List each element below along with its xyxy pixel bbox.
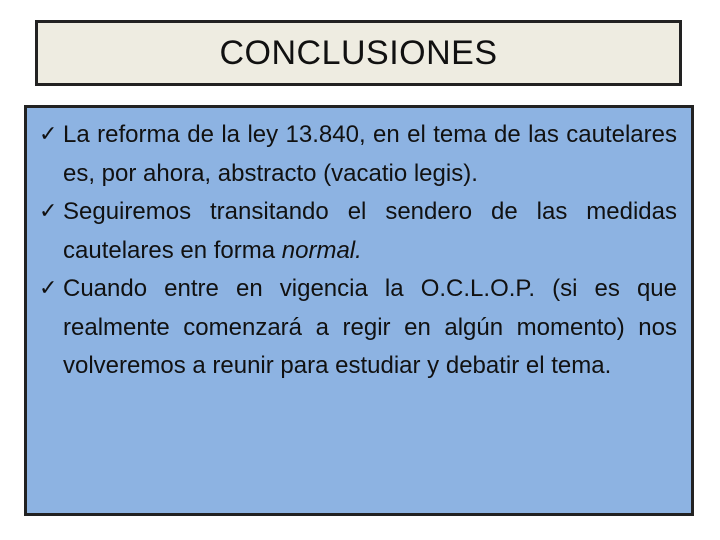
bullet-item-3	[39, 270, 677, 386]
bullet-text-2-italic: normal.	[281, 236, 362, 264]
bullet-text-2-plain: Seguiremos transitando el sendero de las medidas cautelares en forma	[63, 198, 677, 264]
content-box	[24, 105, 694, 516]
bullet-item-1	[39, 116, 677, 193]
check-mark-icon: ✓	[39, 276, 58, 301]
bullet-text-3: Cuando entre en vigencia la O.C.L.O.P. (si es que realmente comenzará a regir en algún momento) nos volveremos a reunir para estudiar y debatir el tema.	[63, 275, 677, 379]
slide-title: CONCLUSIONES	[219, 33, 498, 72]
bullet-text-2	[63, 198, 677, 264]
bullet-text-1: La reforma de la ley 13.840, en el tema de las cautelares es, por ahora, abstracto (vacatio legis).	[63, 121, 677, 187]
check-mark-icon: ✓	[39, 199, 58, 224]
check-mark-icon: ✓	[39, 122, 58, 147]
title-box	[35, 20, 682, 86]
bullet-item-2	[39, 193, 677, 270]
